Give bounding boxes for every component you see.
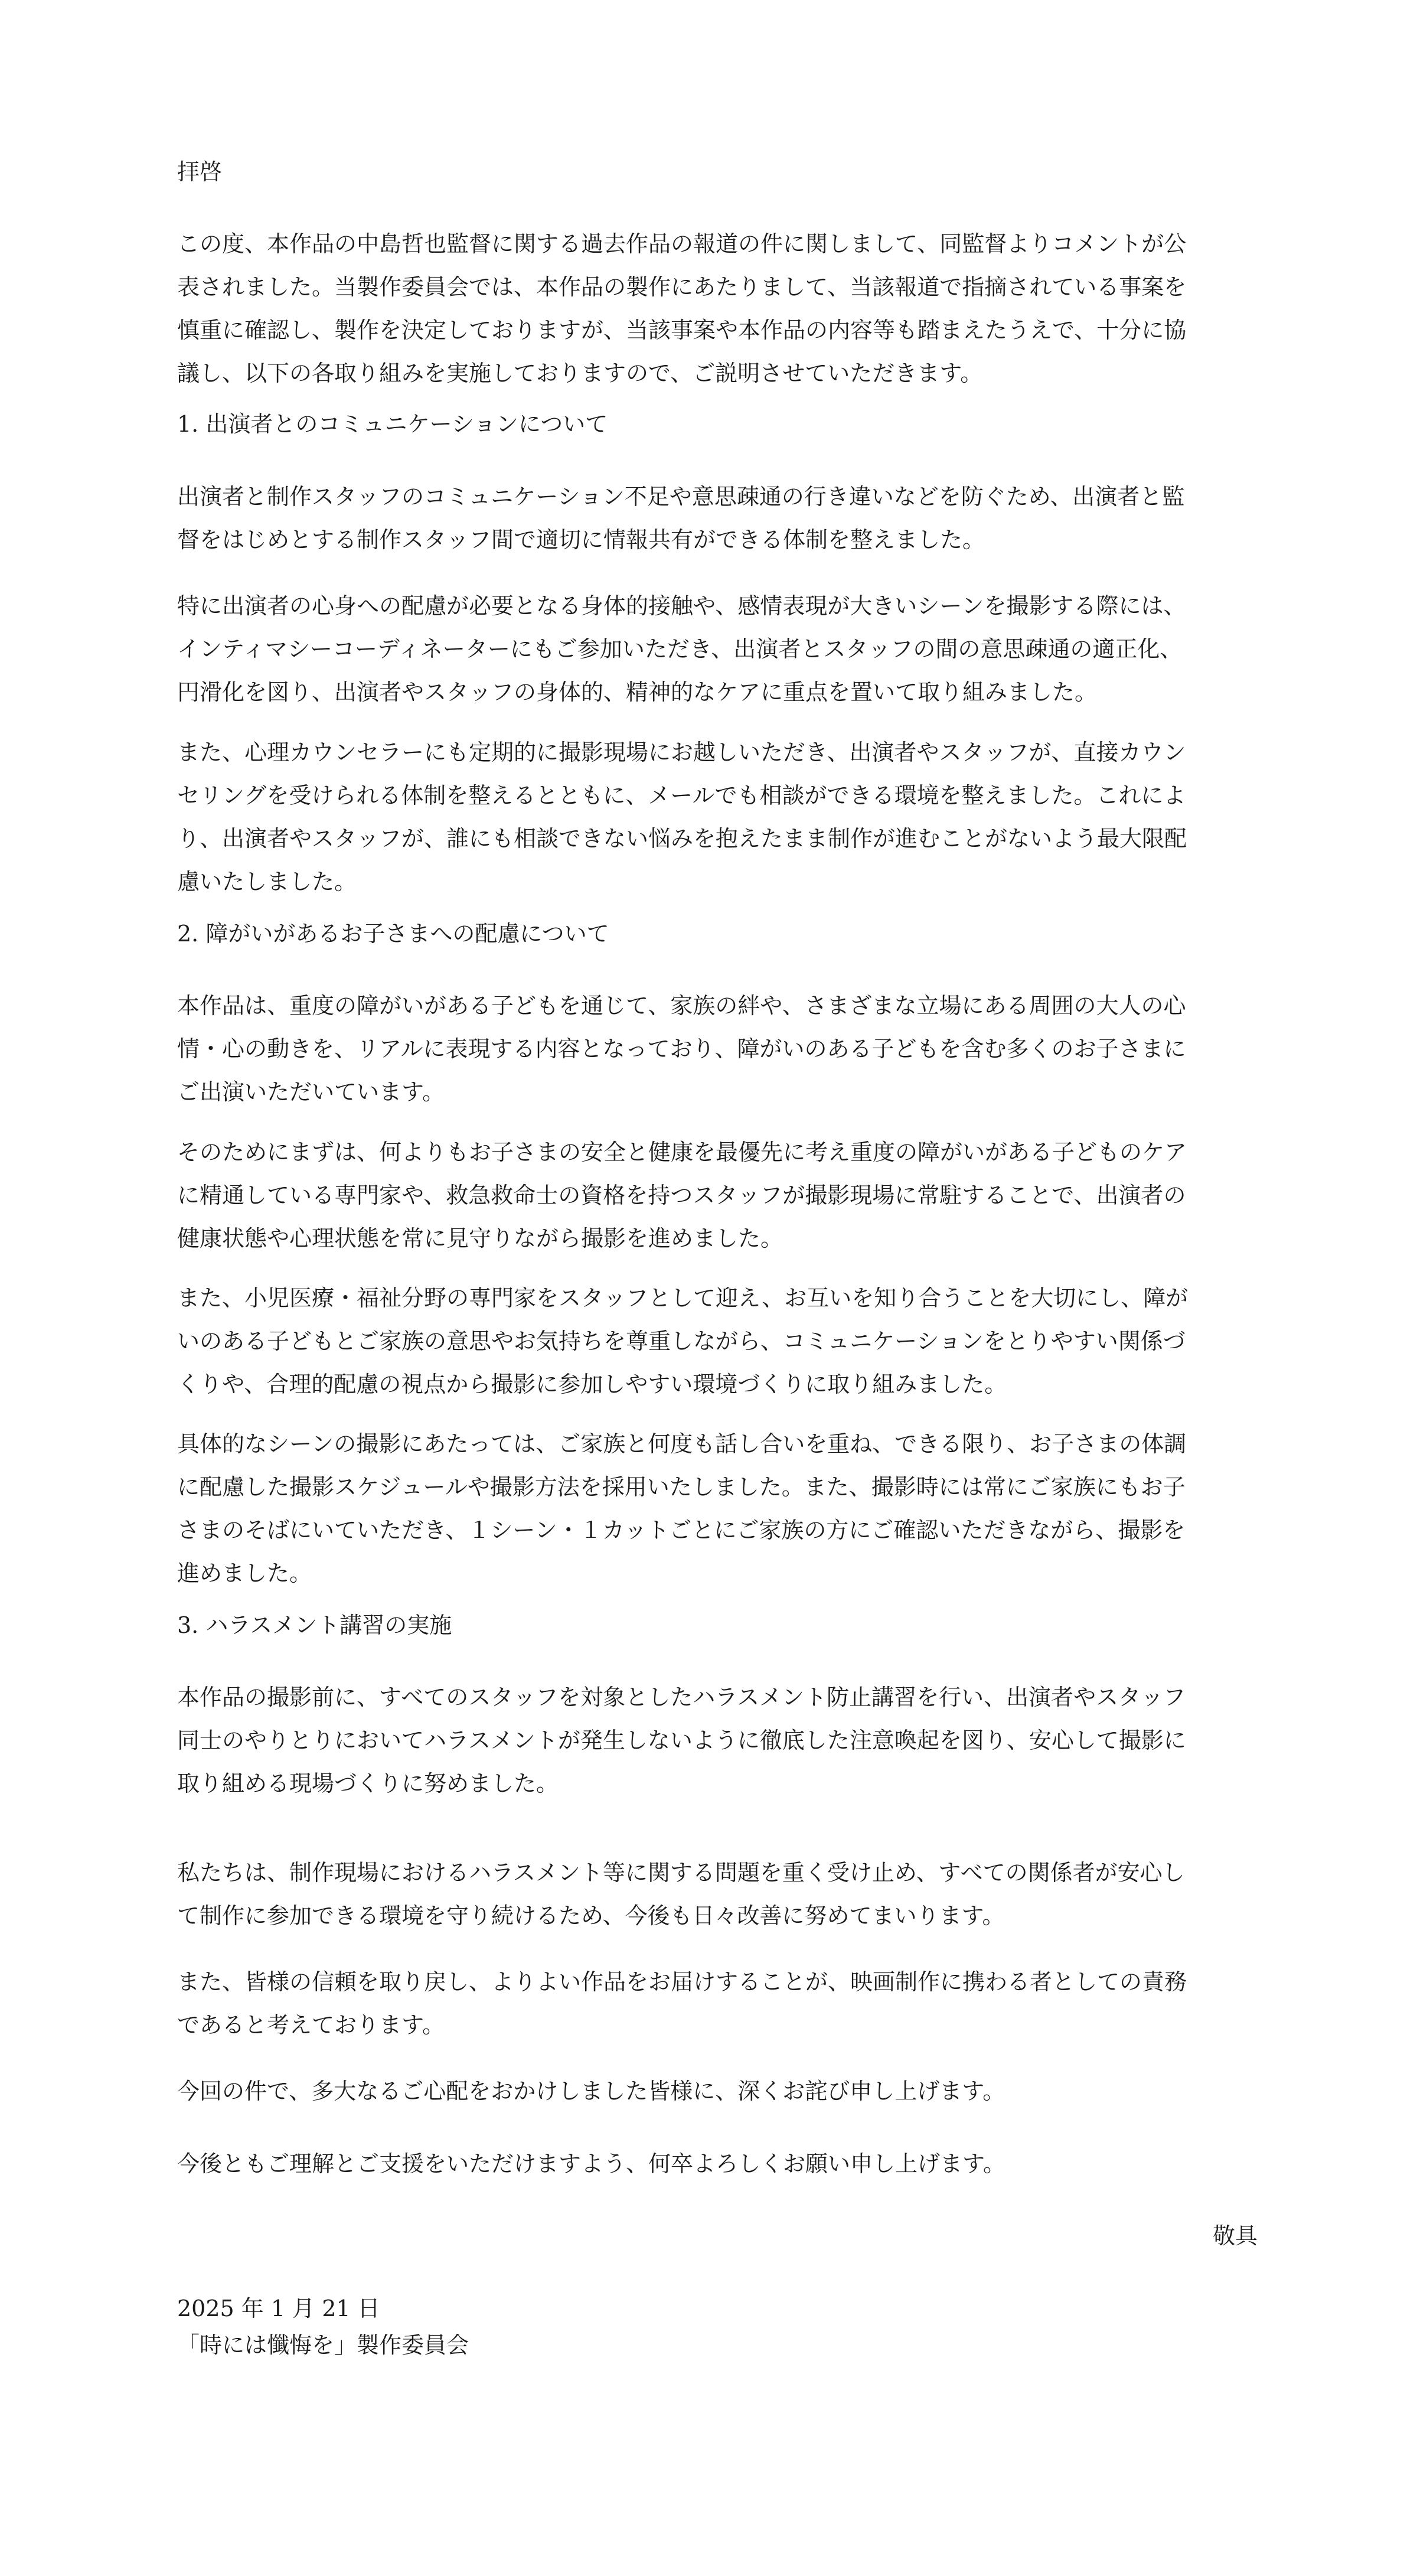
text-line: 具体的なシーンの撮影にあたっては、ご家族と何度も話し合いを重ね、できる限り、お子さまの体調 xyxy=(177,1431,1187,1457)
section1-paragraph xyxy=(177,475,1184,562)
text-line: 特に出演者の心身への配慮が必要となる身体的接触や、感情表現が大きいシーンを撮影する際には、 xyxy=(177,593,1186,619)
conclusion-paragraph xyxy=(177,2143,1005,2186)
text-line: 進めました。 xyxy=(177,1560,312,1586)
text-line: 情・心の動きを、リアルに表現する内容となっており、障がいのある子どもを含む多くのお子さまに xyxy=(177,1036,1186,1062)
greeting: 拝啓 xyxy=(177,159,223,185)
conclusion-paragraph xyxy=(177,1851,1185,1938)
text-line: に配慮した撮影スケジュールや撮影方法を採用いたしました。また、撮影時には常にご家族にもお子 xyxy=(177,1474,1186,1500)
section2-paragraph xyxy=(177,1277,1188,1406)
text-line: 健康状態や心理状態を常に見守りながら撮影を進めました。 xyxy=(177,1225,783,1251)
text-line: インティマシーコーディネーターにもご参加いただき、出演者とスタッフの間の意思疎通の適正化、 xyxy=(177,636,1183,662)
text-line: セリングを受けられる体制を整えるとともに、メールでも相談ができる環境を整えました。これによ xyxy=(177,782,1186,808)
conclusion-paragraph xyxy=(177,2070,1005,2113)
closing-salutation: 敬具 xyxy=(1212,2223,1258,2249)
text-line: 本作品の撮影前に、すべてのスタッフを対象としたハラスメント防止講習を行い、出演者やスタッフ xyxy=(177,1684,1186,1710)
section3-heading: 3. ハラスメント講習の実施 xyxy=(177,1612,452,1638)
text-line: て制作に参加できる環境を守り続けるため、今後も日々改善に努めてまいります。 xyxy=(177,1903,1005,1929)
text-line: 本作品は、重度の障がいがある子どもを通じて、家族の絆や、さまざまな立場にある周囲の大人の心 xyxy=(177,993,1186,1019)
text-line: また、心理カウンセラーにも定期的に撮影現場にお越しいただき、出演者やスタッフが、直接カウン xyxy=(177,739,1186,765)
text-line: 督をはじめとする制作スタッフ間で適切に情報共有ができる体制を整えました。 xyxy=(177,527,985,553)
signature: 「時には懺悔を」製作委員会 xyxy=(177,2332,469,2358)
text-line: 取り組める現場づくりに努めました。 xyxy=(177,1770,559,1796)
text-line: また、皆様の信頼を取り戻し、よりよい作品をお届けすることが、映画制作に携わる者としての責務 xyxy=(177,1969,1187,1995)
text-line: 今回の件で、多大なるご心配をおかけしました皆様に、深くお詫び申し上げます。 xyxy=(177,2078,1005,2104)
text-line: 同士のやりとりにおいてハラスメントが発生しないように徹底した注意喚起を図り、安心して撮影に xyxy=(177,1727,1186,1753)
text-line: に精通している専門家や、救急救命士の資格を持つスタッフが撮影現場に常駐することで、出演者の xyxy=(177,1182,1186,1208)
text-line: また、小児医療・福祉分野の専門家をスタッフとして迎え、お互いを知り合うことを大切にし、障が xyxy=(177,1285,1189,1311)
text-line: 慎重に確認し、製作を決定しておりますが、当該事案や本作品の内容等も踏まえたうえで、十分に協 xyxy=(177,317,1187,343)
section1-paragraph xyxy=(177,585,1186,714)
section1-paragraph xyxy=(177,731,1187,904)
intro-paragraph xyxy=(177,223,1186,395)
section2-paragraph xyxy=(177,1423,1186,1595)
text-line: いのある子どもとご家族の意思やお気持ちを尊重しながら、コミュニケーションをとりやすい関係づ xyxy=(177,1328,1186,1354)
text-line: 円滑化を図り、出演者やスタッフの身体的、精神的なケアに重点を置いて取り組みました。 xyxy=(177,679,1098,705)
section3-paragraph xyxy=(177,1676,1186,1805)
text-line: り、出演者やスタッフが、誰にも相談できない悩みを抱えたまま制作が進むことがないよう最大限配 xyxy=(177,826,1187,852)
text-line: ご出演いただいています。 xyxy=(177,1079,445,1105)
section1-heading: 1. 出演者とのコミュニケーションについて xyxy=(177,411,608,437)
text-line: 私たちは、制作現場におけるハラスメント等に関する問題を重く受け止め、すべての関係者が安心し xyxy=(177,1860,1185,1886)
text-line: そのためにまずは、何よりもお子さまの安全と健康を最優先に考え重度の障がいがある子どものケア xyxy=(177,1139,1187,1165)
section2-paragraph xyxy=(177,984,1186,1114)
text-line: 今後ともご理解とご支援をいただけますよう、何卒よろしくお願い申し上げます。 xyxy=(177,2151,1005,2177)
text-line: この度、本作品の中島哲也監督に関する過去作品の報道の件に関しまして、同監督よりコメントが公 xyxy=(177,231,1187,257)
text-line: 議し、以下の各取り組みを実施しておりますので、ご説明させていただきます。 xyxy=(177,360,983,386)
text-line: 慮いたしました。 xyxy=(177,869,357,895)
text-line: 出演者と制作スタッフのコミュニケーション不足や意思疎通の行き違いなどを防ぐため、出演者と監 xyxy=(177,484,1185,510)
text-line: くりや、合理的配慮の視点から撮影に参加しやすい環境づくりに取り組みました。 xyxy=(177,1371,1007,1397)
date: 2025 年 1 月 21 日 xyxy=(177,2295,380,2321)
section2-paragraph xyxy=(177,1131,1187,1260)
conclusion-paragraph xyxy=(177,1961,1187,2047)
text-line: さまのそばにいていただき、１シーン・１カットごとにご家族の方にご確認いただきながら、撮影を xyxy=(177,1517,1186,1543)
text-line: 表されました。当製作委員会では、本作品の製作にあたりまして、当該報道で指摘されている事案を xyxy=(177,274,1187,300)
text-line: であると考えております。 xyxy=(177,2012,445,2038)
section2-heading: 2. 障がいがあるお子さまへの配慮について xyxy=(177,921,609,947)
